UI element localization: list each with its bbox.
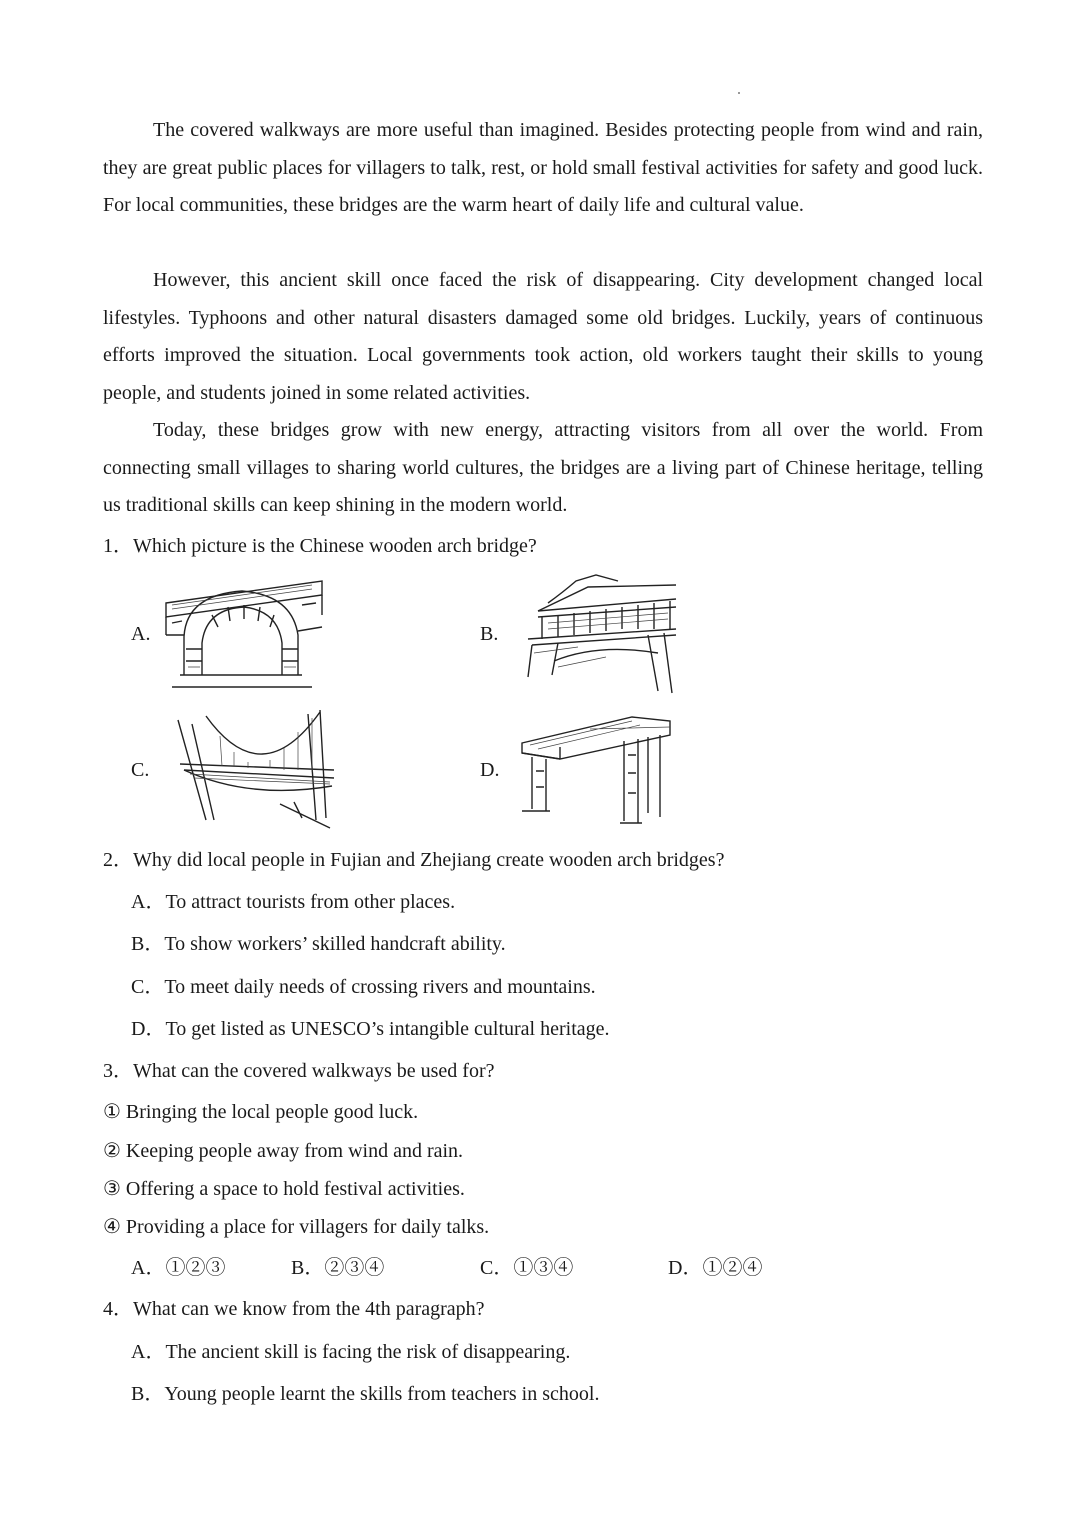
- q3-statement-2: ② Keeping people away from wind and rain.: [103, 1140, 464, 1162]
- q1-option-d-label[interactable]: D.: [480, 759, 500, 781]
- question-2-stem: 2．Why did local people in Fujian and Zhejiang create wooden arch bridges?: [103, 849, 725, 871]
- q2-option-d[interactable]: D．To get listed as UNESCO’s intangible cultural heritage.: [131, 1018, 610, 1040]
- q4-option-a[interactable]: A．The ancient skill is facing the risk of disappearing.: [131, 1341, 571, 1363]
- q2-option-c[interactable]: C．To meet daily needs of crossing rivers and mountains.: [131, 976, 596, 998]
- speck-mark: [738, 92, 740, 94]
- q2-option-b[interactable]: B．To show workers’ skilled handcraft ability.: [131, 933, 506, 955]
- passage-paragraph-1: The covered walkways are more useful than imagined. Besides protecting people from wind and rain, they are great public places for villagers to talk, rest, or hold small festival activities for safety and good luck. For local communities, these bridges are the warm heart of daily life and cultural value.: [103, 119, 983, 216]
- q3-statement-1: ① Bringing the local people good luck.: [103, 1101, 419, 1123]
- beam-bridge-icon[interactable]: [520, 713, 672, 827]
- q1-option-a-label[interactable]: A.: [131, 623, 151, 645]
- stone-arch-bridge-icon[interactable]: [162, 575, 326, 690]
- question-3-stem: 3．What can the covered walkways be used for?: [103, 1060, 495, 1082]
- q3-statement-3: ③ Offering a space to hold festival activities.: [103, 1178, 465, 1200]
- q3-statement-4: ④ Providing a place for villagers for daily talks.: [103, 1216, 490, 1238]
- q4-option-b[interactable]: B．Young people learnt the skills from teachers in school.: [131, 1383, 600, 1405]
- suspension-bridge-icon[interactable]: [170, 708, 336, 830]
- passage-paragraph-3: Today, these bridges grow with new energy, attracting visitors from all over the world. From connecting small villages to sharing world cultures, the bridges are a living part of Chinese heritage, telling us traditional skills can keep shining in the modern world.: [103, 419, 983, 516]
- q3-option-c[interactable]: C．①③④: [480, 1257, 574, 1279]
- question-4-stem: 4．What can we know from the 4th paragraph?: [103, 1298, 485, 1320]
- q3-option-b[interactable]: B．②③④: [291, 1257, 385, 1279]
- question-1-stem: 1．Which picture is the Chinese wooden arch bridge?: [103, 535, 537, 557]
- q3-option-d[interactable]: D．①②④: [668, 1257, 763, 1279]
- q1-option-b-label[interactable]: B.: [480, 623, 499, 645]
- q1-option-c-label[interactable]: C.: [131, 759, 150, 781]
- q3-option-a[interactable]: A．①②③: [131, 1257, 226, 1279]
- covered-wooden-bridge-icon[interactable]: [518, 573, 680, 695]
- passage-paragraph-2: However, this ancient skill once faced the risk of disappearing. City development changed local lifestyles. Typhoons and other natural disasters damaged some old bridges. Luckily, years of continuous efforts improved the situation. Local governments took action, old workers taught their skills to young people, and students joined in some related activities.: [103, 269, 983, 404]
- q2-option-a[interactable]: A．To attract tourists from other places.: [131, 891, 456, 913]
